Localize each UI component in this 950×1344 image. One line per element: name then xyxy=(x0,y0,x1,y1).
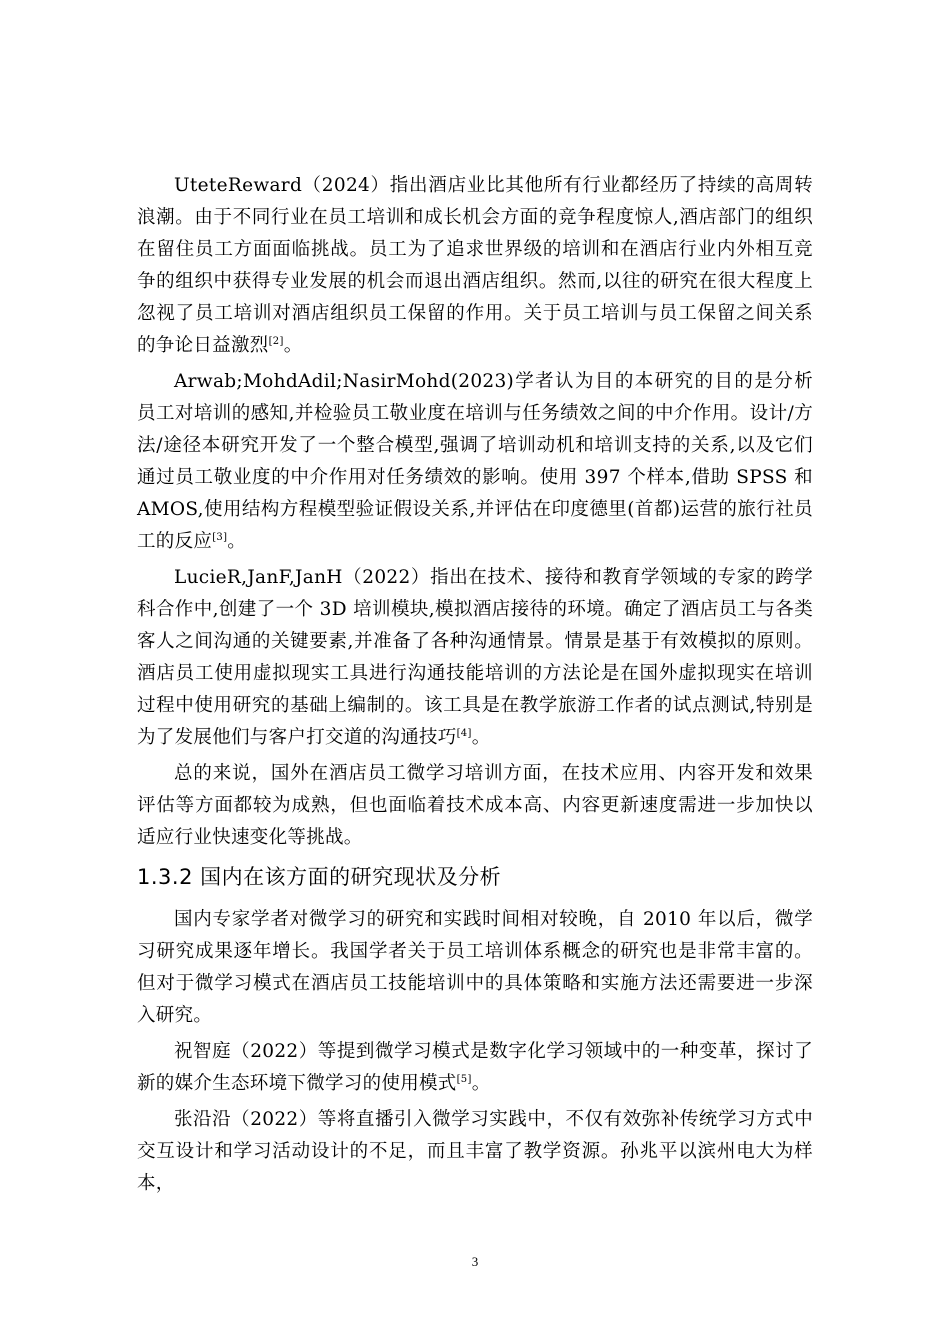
citation-marker: [4] xyxy=(456,727,472,739)
body-text xyxy=(137,170,813,1204)
paragraph-text: 祝智庭（2022）等提到微学习模式是数字化学习领域中的一种变革，探讨了新的媒介生态环境下微学习的使用模式 xyxy=(137,1041,813,1094)
paragraph-lucie xyxy=(137,562,813,754)
citation-marker: [5] xyxy=(456,1073,472,1085)
paragraph-end: 。 xyxy=(227,531,247,552)
paragraph-end: 。 xyxy=(471,1073,491,1094)
paragraph-text: UteteReward（2024）指出酒店业比其他所有行业都经历了持续的高周转浪潮。由于不同行业在员工培训和成长机会方面的竞争程度惊人,酒店部门的组织在留住员工方面面临挑战。员工为了追求世界级的培训和在酒店行业内外相互竞争的组织中获得专业发展的机会而退出酒店组织。然而,以往的研究在很大程度上忽视了员工培训对酒店组织员工保留的作用。关于员工培训与员工保留之间关系的争论日益激烈 xyxy=(137,175,813,356)
paragraph-utete-reward xyxy=(137,170,813,362)
paragraph-text: LucieR,JanF,JanH（2022）指出在技术、接待和教育学领域的专家的跨学科合作中,创建了一个 3D 培训模块,模拟酒店接待的环境。确定了酒店员工与各类客人之间沟通的关键要素,并准备了各种沟通情景。情景是基于有效模拟的原则。酒店员工使用虚拟现实工具进行沟通技能培训的方法论是在国外虚拟现实在培训过程中使用研究的基础上编制的。该工具是在教学旅游工作者的试点测试,特别是为了发展他们与客户打交道的沟通技巧 xyxy=(137,567,813,748)
section-heading: 1.3.2 国内在该方面的研究现状及分析 xyxy=(137,865,502,889)
paragraph-arwab xyxy=(137,366,813,558)
citation-marker: [3] xyxy=(212,531,228,543)
paragraph-summary xyxy=(137,758,813,854)
page-number: 3 xyxy=(471,1254,479,1269)
paragraph-text: 国内专家学者对微学习的研究和实践时间相对较晚，自 2010 年以后，微学习研究成果逐年增长。我国学者关于员工培训体系概念的研究也是非常丰富的。但对于微学习模式在酒店员工技能培训中的具体策略和实施方法还需要进一步深入研究。 xyxy=(137,909,813,1026)
paragraph-zhu-zhiting xyxy=(137,1036,813,1100)
citation-marker: [2] xyxy=(268,335,284,347)
paragraph-text: Arwab;MohdAdil;NasirMohd(2023)学者认为目的本研究的目的是分析员工对培训的感知,并检验员工敬业度在培训与任务绩效之间的中介作用。设计/方法/途径本研究开发了一个整合模型,强调了培训动机和培训支持的关系,以及它们通过员工敬业度的中介作用对任务绩效的影响。使用 397 个样本,借助 SPSS 和 AMOS,使用结构方程模型验证假设关系,并评估在印度德里(首都)运营的旅行社员工的反应 xyxy=(137,371,813,552)
paragraph-text: 总的来说，国外在酒店员工微学习培训方面，在技术应用、内容开发和效果评估等方面都较为成熟，但也面临着技术成本高、内容更新速度需进一步加快以适应行业快速变化等挑战。 xyxy=(137,763,813,848)
paragraph-end: 。 xyxy=(283,335,303,356)
paragraph-domestic-intro xyxy=(137,904,813,1032)
paragraph-zhang-yanyan xyxy=(137,1104,813,1200)
paragraph-end: 。 xyxy=(471,727,491,748)
paragraph-text: 张沿沿（2022）等将直播引入微学习实践中，不仅有效弥补传统学习方式中交互设计和学习活动设计的不足，而且丰富了教学资源。孙兆平以滨州电大为样本， xyxy=(137,1109,813,1194)
